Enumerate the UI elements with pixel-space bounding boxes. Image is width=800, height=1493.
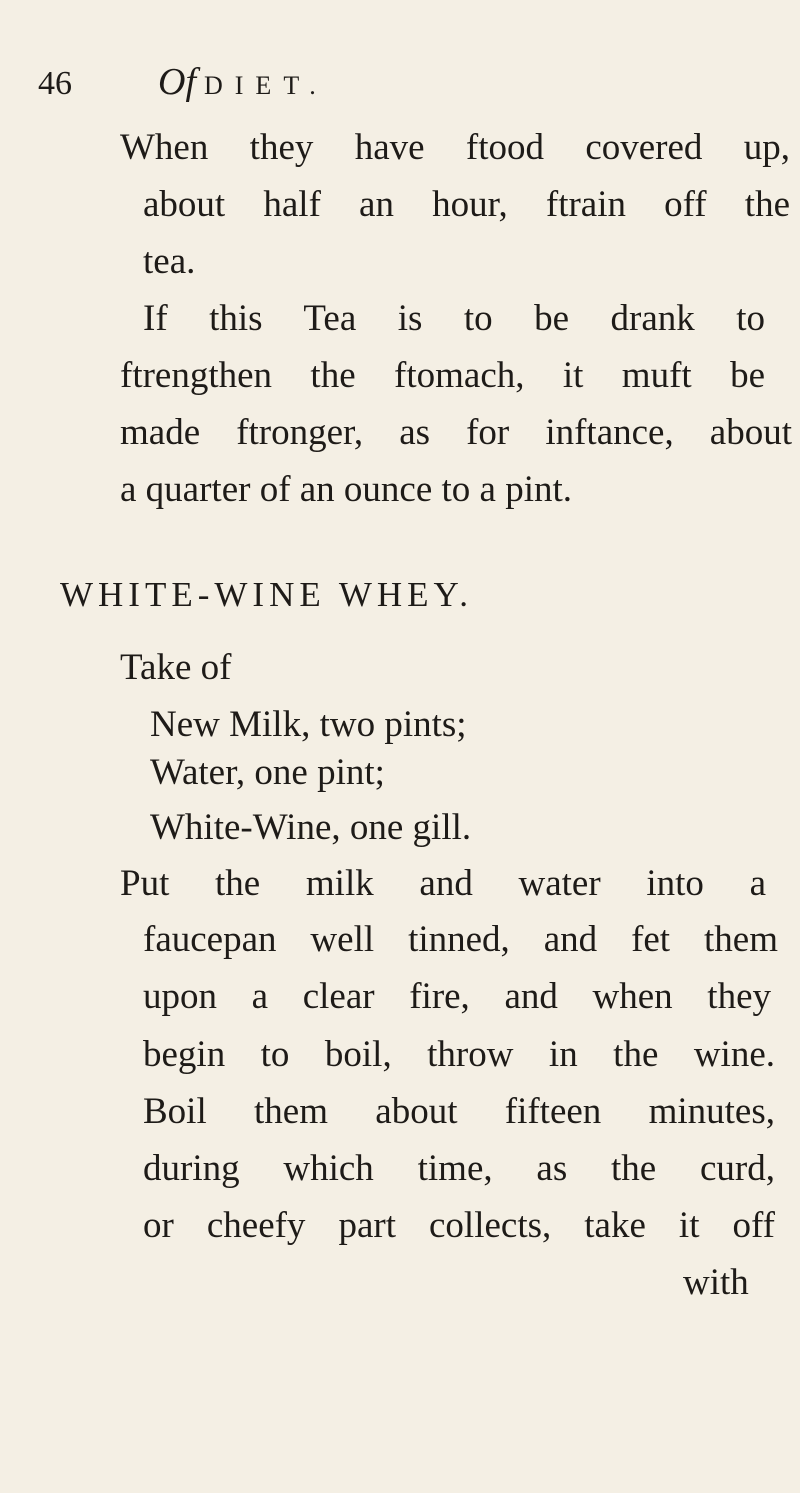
text-line: When they have ftood covered up, <box>120 127 790 168</box>
header-title: DIET. <box>204 71 328 100</box>
header-of: Of <box>158 61 196 103</box>
ingredient-item: New Milk, two pints; <box>150 704 467 745</box>
text-line: upon a clear fire, and when they <box>143 976 771 1017</box>
text-line: or cheefy part collects, take it off <box>143 1205 775 1246</box>
running-header <box>38 62 328 106</box>
text-line: Put the milk and water into a <box>120 863 766 904</box>
text-line: a quarter of an ounce to a pint. <box>120 469 573 510</box>
page-number: 46 <box>38 65 72 102</box>
text-line: ftrengthen the ftomach, it muft be <box>120 355 765 396</box>
ingredient-item: Water, one pint; <box>150 752 385 793</box>
text-line: Boil them about fifteen minutes, <box>143 1091 775 1132</box>
text-line: made ftronger, as for inftance, about <box>120 412 792 453</box>
recipe-heading: WHITE-WINE WHEY. <box>60 575 474 614</box>
text-line: If this Tea is to be drank to <box>143 298 765 339</box>
text-line: during which time, as the curd, <box>143 1148 775 1189</box>
ingredient-item: White-Wine, one gill. <box>150 807 472 848</box>
text-line: begin to boil, throw in the wine. <box>143 1034 775 1075</box>
text-line: tea. <box>143 241 196 282</box>
catchword: with <box>683 1262 749 1303</box>
recipe-intro: Take of <box>120 647 232 688</box>
text-line: faucepan well tinned, and fet them <box>143 919 778 960</box>
text-line: about half an hour, ftrain off the <box>143 184 790 225</box>
